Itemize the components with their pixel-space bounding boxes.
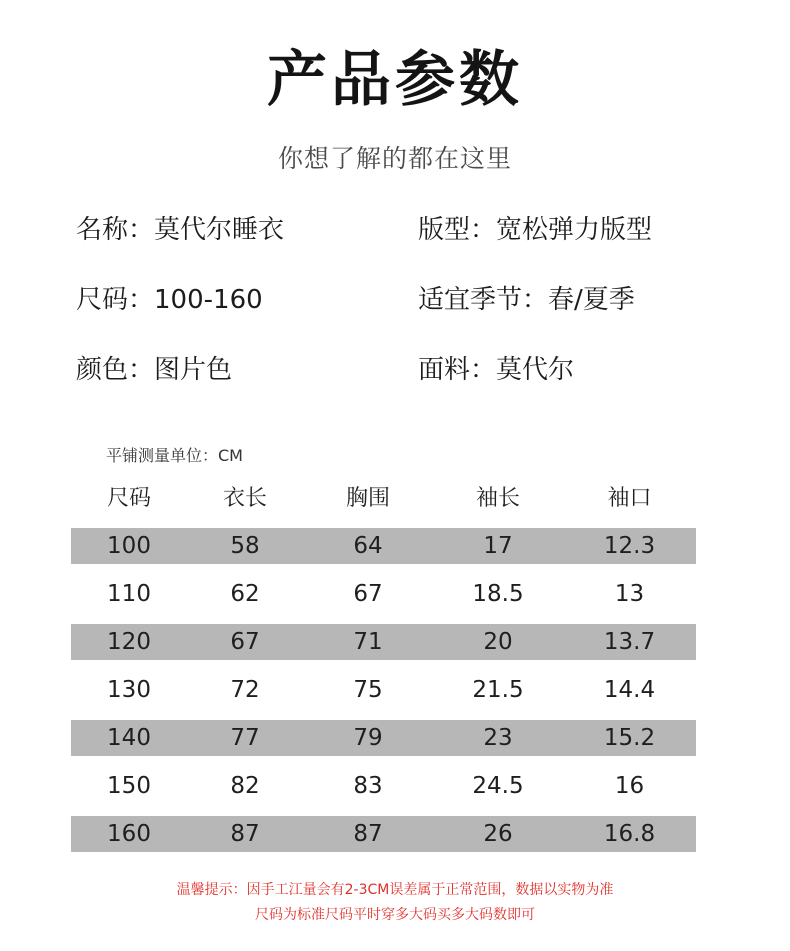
cell-sleeve: 24.5 — [472, 773, 524, 799]
header-sleeve: 袖长 — [475, 485, 520, 511]
cell-length: 72 — [230, 677, 260, 703]
cell-sleeve: 26 — [483, 821, 513, 847]
spec-color-label: 颜色： — [76, 355, 155, 385]
page-title: 产品参数 — [267, 45, 523, 115]
cell-cuff: 16 — [614, 773, 645, 799]
spec-name-value: 莫代尔睡衣 — [154, 215, 285, 245]
cell-chest: 79 — [353, 725, 383, 751]
spec-color-value: 图片色 — [154, 355, 233, 385]
header-chest: 胸围 — [345, 485, 390, 511]
cell-length: 67 — [230, 629, 260, 655]
cell-sleeve: 20 — [483, 629, 513, 655]
table-row — [71, 624, 696, 660]
spec-name-label: 名称： — [76, 215, 155, 245]
table-header — [71, 476, 696, 516]
spec-name — [76, 212, 284, 248]
spec-fit-label: 版型： — [418, 215, 497, 245]
table-row — [71, 768, 696, 804]
cell-length: 82 — [230, 773, 260, 799]
size-table — [71, 476, 696, 852]
cell-size: 140 — [107, 725, 151, 751]
cell-cuff: 16.8 — [603, 821, 656, 847]
cell-sleeve: 21.5 — [472, 677, 524, 703]
cell-cuff: 13 — [614, 581, 645, 607]
header-length: 衣长 — [222, 485, 267, 511]
cell-size: 120 — [107, 629, 151, 655]
spec-size-value: 100-160 — [154, 285, 263, 315]
cell-chest: 87 — [353, 821, 383, 847]
spec-season-label: 适宜季节： — [418, 285, 549, 315]
cell-cuff: 12.3 — [603, 533, 656, 559]
spec-fabric-value: 莫代尔 — [496, 355, 575, 385]
cell-cuff: 14.4 — [603, 677, 656, 703]
cell-length: 77 — [230, 725, 260, 751]
spec-fit-value: 宽松弹力版型 — [496, 215, 653, 245]
cell-size: 110 — [107, 581, 151, 607]
cell-sleeve: 18.5 — [472, 581, 524, 607]
table-row — [71, 816, 696, 852]
cell-cuff: 15.2 — [603, 725, 656, 751]
note-line-2: 尺码为标准尺码平时穿多大码买多大码数即可 — [255, 907, 535, 923]
cell-size: 100 — [107, 533, 151, 559]
cell-cuff: 13.7 — [603, 629, 656, 655]
unit-note: 平铺测量单位：CM — [106, 446, 243, 465]
spec-season-value: 春/夏季 — [548, 285, 635, 315]
cell-chest: 71 — [353, 629, 383, 655]
cell-length: 62 — [230, 581, 260, 607]
spec-season — [418, 282, 635, 318]
cell-chest: 75 — [353, 677, 383, 703]
table-row — [71, 720, 696, 756]
cell-chest: 64 — [353, 533, 383, 559]
spec-size — [76, 282, 263, 318]
cell-size: 160 — [107, 821, 151, 847]
spec-fabric — [418, 352, 574, 388]
spec-color — [76, 352, 232, 388]
header-size: 尺码 — [106, 485, 151, 511]
table-row — [71, 528, 696, 564]
cell-size: 150 — [107, 773, 151, 799]
spec-fit — [418, 212, 652, 248]
spec-size-label: 尺码： — [76, 285, 155, 315]
cell-length: 58 — [230, 533, 260, 559]
cell-size: 130 — [107, 677, 151, 703]
header-cuff: 袖口 — [607, 485, 652, 511]
note-line-1: 温馨提示：因手工江量会有2-3CM误差属于正常范围，数据以实物为准 — [176, 882, 614, 898]
page-subtitle: 你想了解的都在这里 — [277, 144, 512, 173]
spec-fabric-label: 面料： — [418, 355, 497, 385]
cell-chest: 67 — [353, 581, 383, 607]
table-row — [71, 576, 696, 612]
table-row — [71, 672, 696, 708]
cell-length: 87 — [230, 821, 260, 847]
cell-sleeve: 23 — [483, 725, 513, 751]
cell-chest: 83 — [353, 773, 383, 799]
cell-sleeve: 17 — [483, 533, 513, 559]
